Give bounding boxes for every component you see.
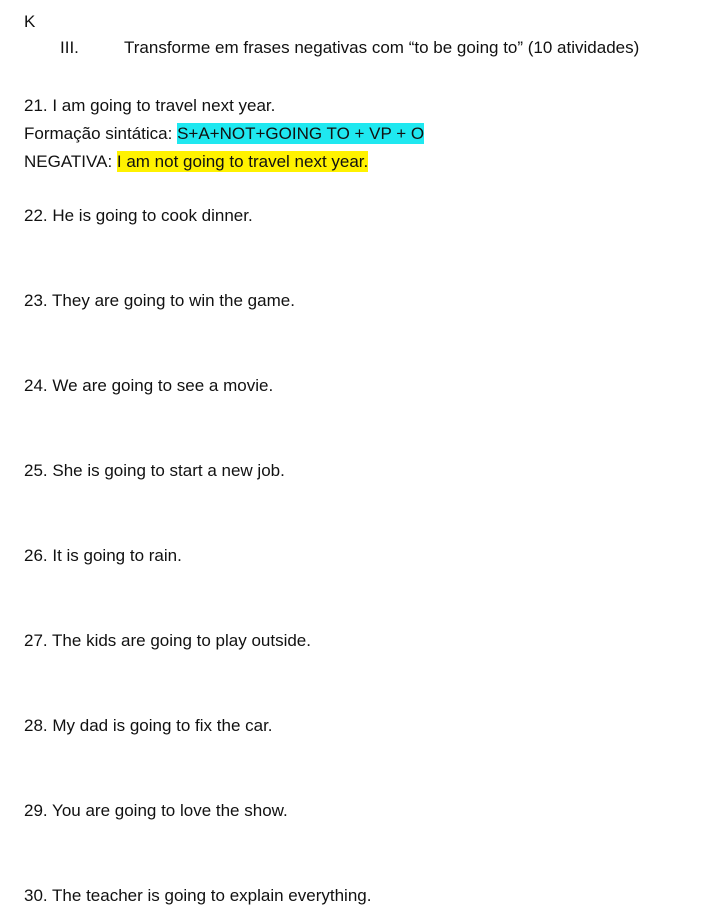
exercise-item: 27. The kids are going to play outside. [24,631,311,650]
exercise-item: 22. He is going to cook dinner. [24,206,253,225]
exercise-item: 23. They are going to win the game. [24,291,295,310]
section-numeral: III. [60,38,79,57]
exercise-item: 30. The teacher is going to explain everything. [24,886,372,905]
exercise-item: 24. We are going to see a movie. [24,376,274,395]
formation-line [24,120,424,148]
exercise-item: 26. It is going to rain. [24,546,182,565]
exercise-item: 28. My dad is going to fix the car. [24,716,273,735]
formation-label: Formação sintática: [24,124,178,143]
negative-label: NEGATIVA: [24,152,117,171]
example-sentence: 21. I am going to travel next year. [24,96,276,115]
formation-value: S+A+NOT+GOING TO + VP + O [177,124,425,143]
negative-line [24,148,424,176]
example-block [24,92,424,176]
corner-letter: K [24,12,36,31]
section-heading [60,37,639,59]
negative-value: I am not going to travel next year. [116,152,369,171]
exercise-item: 29. You are going to love the show. [24,801,288,820]
exercise-item: 25. She is going to start a new job. [24,461,285,480]
section-title: Transforme em frases negativas com “to be going to” (10 atividades) [124,38,640,57]
